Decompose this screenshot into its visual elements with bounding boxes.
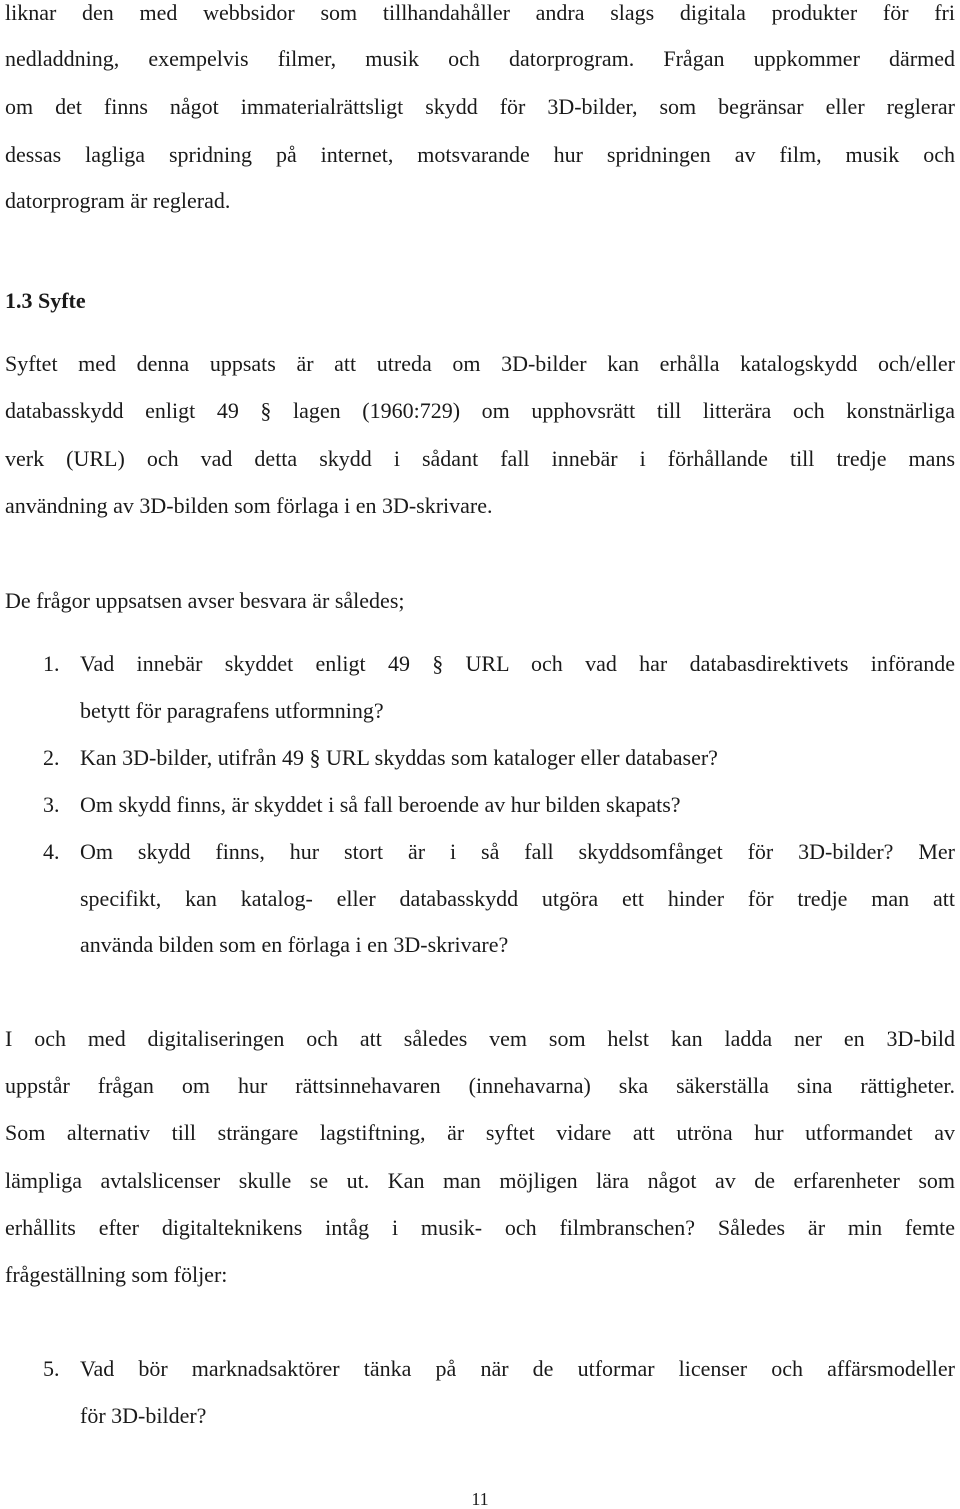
question-line: Vad bör marknadsaktörer tänka på när de utformar licenser och affärsmodeller <box>80 1356 955 1381</box>
intro-line-5: datorprogram är reglerad. <box>5 188 231 213</box>
intro-line-2: nedladdning, exempelvis filmer, musik och datorprogram. Frågan uppkommer därmed <box>5 46 955 71</box>
question-line: Om skydd finns, är skyddet i så fall beroende av hur bilden skapats? <box>80 792 681 817</box>
question-line: Om skydd finns, hur stort är i så fall skyddsomfånget för 3D-bilder? Mer <box>80 839 955 864</box>
question-line: specifikt, kan katalog- eller databasskydd utgöra ett hinder för tredje man att <box>80 886 955 911</box>
digital-line-3: Som alternativ till strängare lagstiftning, är syftet vidare att utröna hur utformandet av <box>5 1120 955 1145</box>
purpose-line-4: användning av 3D-bilden som förlaga i en 3D-skrivare. <box>5 493 493 518</box>
question-number: 1. <box>43 651 60 676</box>
question-line: betytt för paragrafens utformning? <box>80 698 384 723</box>
purpose-line-1: Syftet med denna uppsats är att utreda om 3D-bilder kan erhålla katalogskydd och/eller <box>5 351 955 376</box>
question-number: 5. <box>43 1356 60 1381</box>
question-number: 4. <box>43 839 60 864</box>
digital-line-1: I och med digitaliseringen och att således vem som helst kan ladda ner en 3D-bild <box>5 1026 955 1051</box>
question-line: använda bilden som en förlaga i en 3D-skrivare? <box>80 932 509 957</box>
question-number: 3. <box>43 792 60 817</box>
purpose-line-3: verk (URL) och vad detta skydd i sådant fall innebär i förhållande till tredje mans <box>5 446 955 471</box>
intro-line-1: liknar den med webbsidor som tillhandahåller andra slags digitala produkter för fri <box>5 0 955 25</box>
digital-line-2: uppstår frågan om hur rättsinnehavaren (innehavarna) ska säkerställa sina rättigheter. <box>5 1073 955 1098</box>
question-line: Kan 3D-bilder, utifrån 49 § URL skyddas som kataloger eller databaser? <box>80 745 718 770</box>
digital-line-6: frågeställning som följer: <box>5 1262 228 1287</box>
section-heading: 1.3 Syfte <box>5 288 86 313</box>
digital-line-4: lämpliga avtalslicenser skulle se ut. Kan man möjligen lära något av de erfarenheter som <box>5 1168 955 1193</box>
intro-line-3: om det finns något immaterialrättsligt skydd för 3D-bilder, som begränsar eller reglerar <box>5 94 955 119</box>
question-line: Vad innebär skyddet enligt 49 § URL och vad har databasdirektivets införande <box>80 651 955 676</box>
purpose-line-2: databasskydd enligt 49 § lagen (1960:729) om upphovsrätt till litterära och konstnärliga <box>5 398 955 423</box>
intro-line-4: dessas lagliga spridning på internet, motsvarande hur spridningen av film, musik och <box>5 142 955 167</box>
question-number: 2. <box>43 745 60 770</box>
questions-intro: De frågor uppsatsen avser besvara är således; <box>5 588 405 613</box>
question-line: för 3D-bilder? <box>80 1403 207 1428</box>
digital-line-5: erhållits efter digitalteknikens intåg i musik- och filmbranschen? Således är min femte <box>5 1215 955 1240</box>
page-number: 11 <box>471 1489 489 1509</box>
